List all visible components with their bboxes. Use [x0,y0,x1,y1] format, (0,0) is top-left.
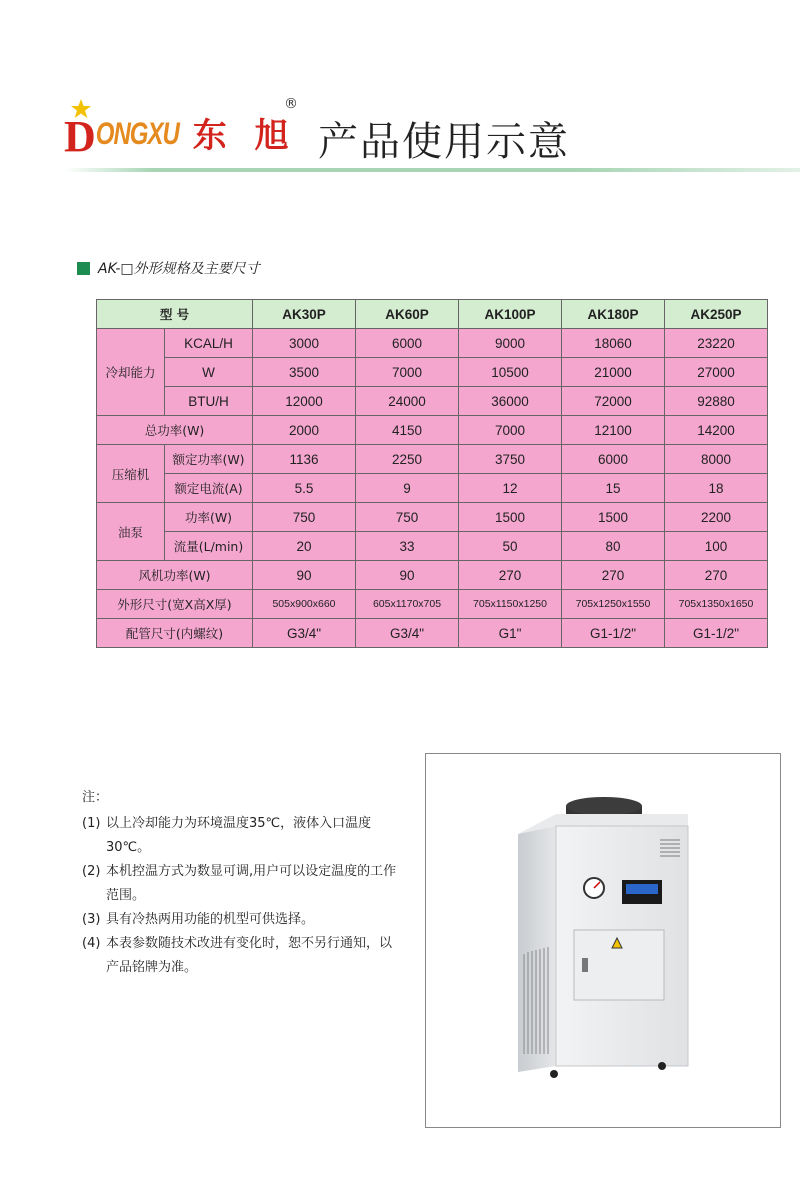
value-cell: 10500 [459,358,562,387]
section-heading [77,258,260,278]
value-cell: 8000 [665,445,768,474]
value-cell: 50 [459,532,562,561]
value-cell: 14200 [665,416,768,445]
fan-power-label: 风机功率(W) [97,561,253,590]
note-number: (1) [82,816,101,831]
value-cell: 750 [253,503,356,532]
table-row [97,561,768,590]
page-title: 产品使用示意 [318,119,570,165]
value-cell: 5.5 [253,474,356,503]
note-item [82,932,402,980]
value-cell: 6000 [562,445,665,474]
value-cell: 12100 [562,416,665,445]
note-text: 本表参数随技术改进有变化时，恕不另行通知，以产品铭牌为准。 [106,936,393,975]
value-cell: 18 [665,474,768,503]
value-cell: 705x1150x1250 [459,590,562,619]
chiller-unit-image [426,754,780,1127]
value-cell: 1500 [562,503,665,532]
value-cell: 27000 [665,358,768,387]
value-cell: 23220 [665,329,768,358]
model-cell: AK60P [356,300,459,329]
section-heading-text: AK-□外形规格及主要尺寸 [98,261,260,277]
value-cell: G1" [459,619,562,648]
value-cell: 90 [253,561,356,590]
model-cell: AK180P [562,300,665,329]
note-item [82,908,402,932]
value-cell: G3/4" [253,619,356,648]
value-cell: 270 [459,561,562,590]
value-cell: 2000 [253,416,356,445]
brand-logo [64,108,297,159]
pipe-size-label: 配管尺寸(内螺纹) [97,619,253,648]
sub-label-cell: 功率(W) [165,503,253,532]
sub-label-cell: 额定功率(W) [165,445,253,474]
logo-letter: D [64,112,96,161]
value-cell: 90 [356,561,459,590]
logo-chinese: 东 旭 [192,116,297,156]
note-item [82,860,402,908]
value-cell: 605x1170x705 [356,590,459,619]
model-label: 型 号 [97,300,253,329]
value-cell: 72000 [562,387,665,416]
oil-pump-label: 油泵 [97,503,165,561]
note-text: 具有冷热两用功能的机型可供选择。 [106,912,315,927]
header-rule [64,168,800,172]
value-cell: 20 [253,532,356,561]
value-cell: G3/4" [356,619,459,648]
compressor-label: 压缩机 [97,445,165,503]
logo-wordmark: ONGXU [95,116,179,152]
table-header-row [97,300,768,329]
total-power-label: 总功率(W) [97,416,253,445]
model-cell: AK250P [665,300,768,329]
note-number: (4) [82,936,101,951]
notes-heading: 注： [82,790,109,805]
value-cell: 21000 [562,358,665,387]
note-text: 本机控温方式为数显可调,用户可以设定温度的工作范围。 [106,864,397,903]
dimensions-label: 外形尺寸(宽X高X厚) [97,590,253,619]
value-cell: 9 [356,474,459,503]
value-cell: 2250 [356,445,459,474]
value-cell: 750 [356,503,459,532]
value-cell: 270 [562,561,665,590]
value-cell: 12000 [253,387,356,416]
unit-cell: W [165,358,253,387]
value-cell: 3000 [253,329,356,358]
table-row [97,329,768,358]
value-cell: 270 [665,561,768,590]
table-row [97,590,768,619]
value-cell: 36000 [459,387,562,416]
value-cell: 7000 [356,358,459,387]
value-cell: G1-1/2" [665,619,768,648]
value-cell: 24000 [356,387,459,416]
value-cell: 33 [356,532,459,561]
model-cell: AK100P [459,300,562,329]
value-cell: 18060 [562,329,665,358]
table-row [97,532,768,561]
unit-cell: BTU/H [165,387,253,416]
logo-star-icon [70,98,92,120]
value-cell: 100 [665,532,768,561]
value-cell: G1-1/2" [562,619,665,648]
note-number: (3) [82,912,101,927]
table-row [97,503,768,532]
sub-label-cell: 流量(L/min) [165,532,253,561]
value-cell: 705x1250x1550 [562,590,665,619]
registered-mark: ® [284,96,298,112]
unit-cell: KCAL/H [165,329,253,358]
value-cell: 7000 [459,416,562,445]
value-cell: 6000 [356,329,459,358]
value-cell: 80 [562,532,665,561]
value-cell: 3750 [459,445,562,474]
table-row [97,474,768,503]
value-cell: 505x900x660 [253,590,356,619]
spec-table [96,299,768,648]
value-cell: 1136 [253,445,356,474]
table-row [97,416,768,445]
value-cell: 9000 [459,329,562,358]
value-cell: 4150 [356,416,459,445]
note-number: (2) [82,864,101,879]
value-cell: 2200 [665,503,768,532]
value-cell: 92880 [665,387,768,416]
sub-label-cell: 额定电流(A) [165,474,253,503]
product-photo-frame [425,753,781,1128]
note-item [82,812,402,860]
value-cell: 705x1350x1650 [665,590,768,619]
note-text: 以上冷却能力为环境温度35℃，液体入口温度30℃。 [106,816,372,855]
model-cell: AK30P [253,300,356,329]
value-cell: 12 [459,474,562,503]
notes-section [82,786,402,980]
table-row [97,358,768,387]
value-cell: 1500 [459,503,562,532]
table-row [97,445,768,474]
value-cell: 15 [562,474,665,503]
value-cell: 3500 [253,358,356,387]
table-row [97,387,768,416]
table-row [97,619,768,648]
cooling-capacity-label: 冷却能力 [97,329,165,416]
section-square-icon [77,262,90,275]
